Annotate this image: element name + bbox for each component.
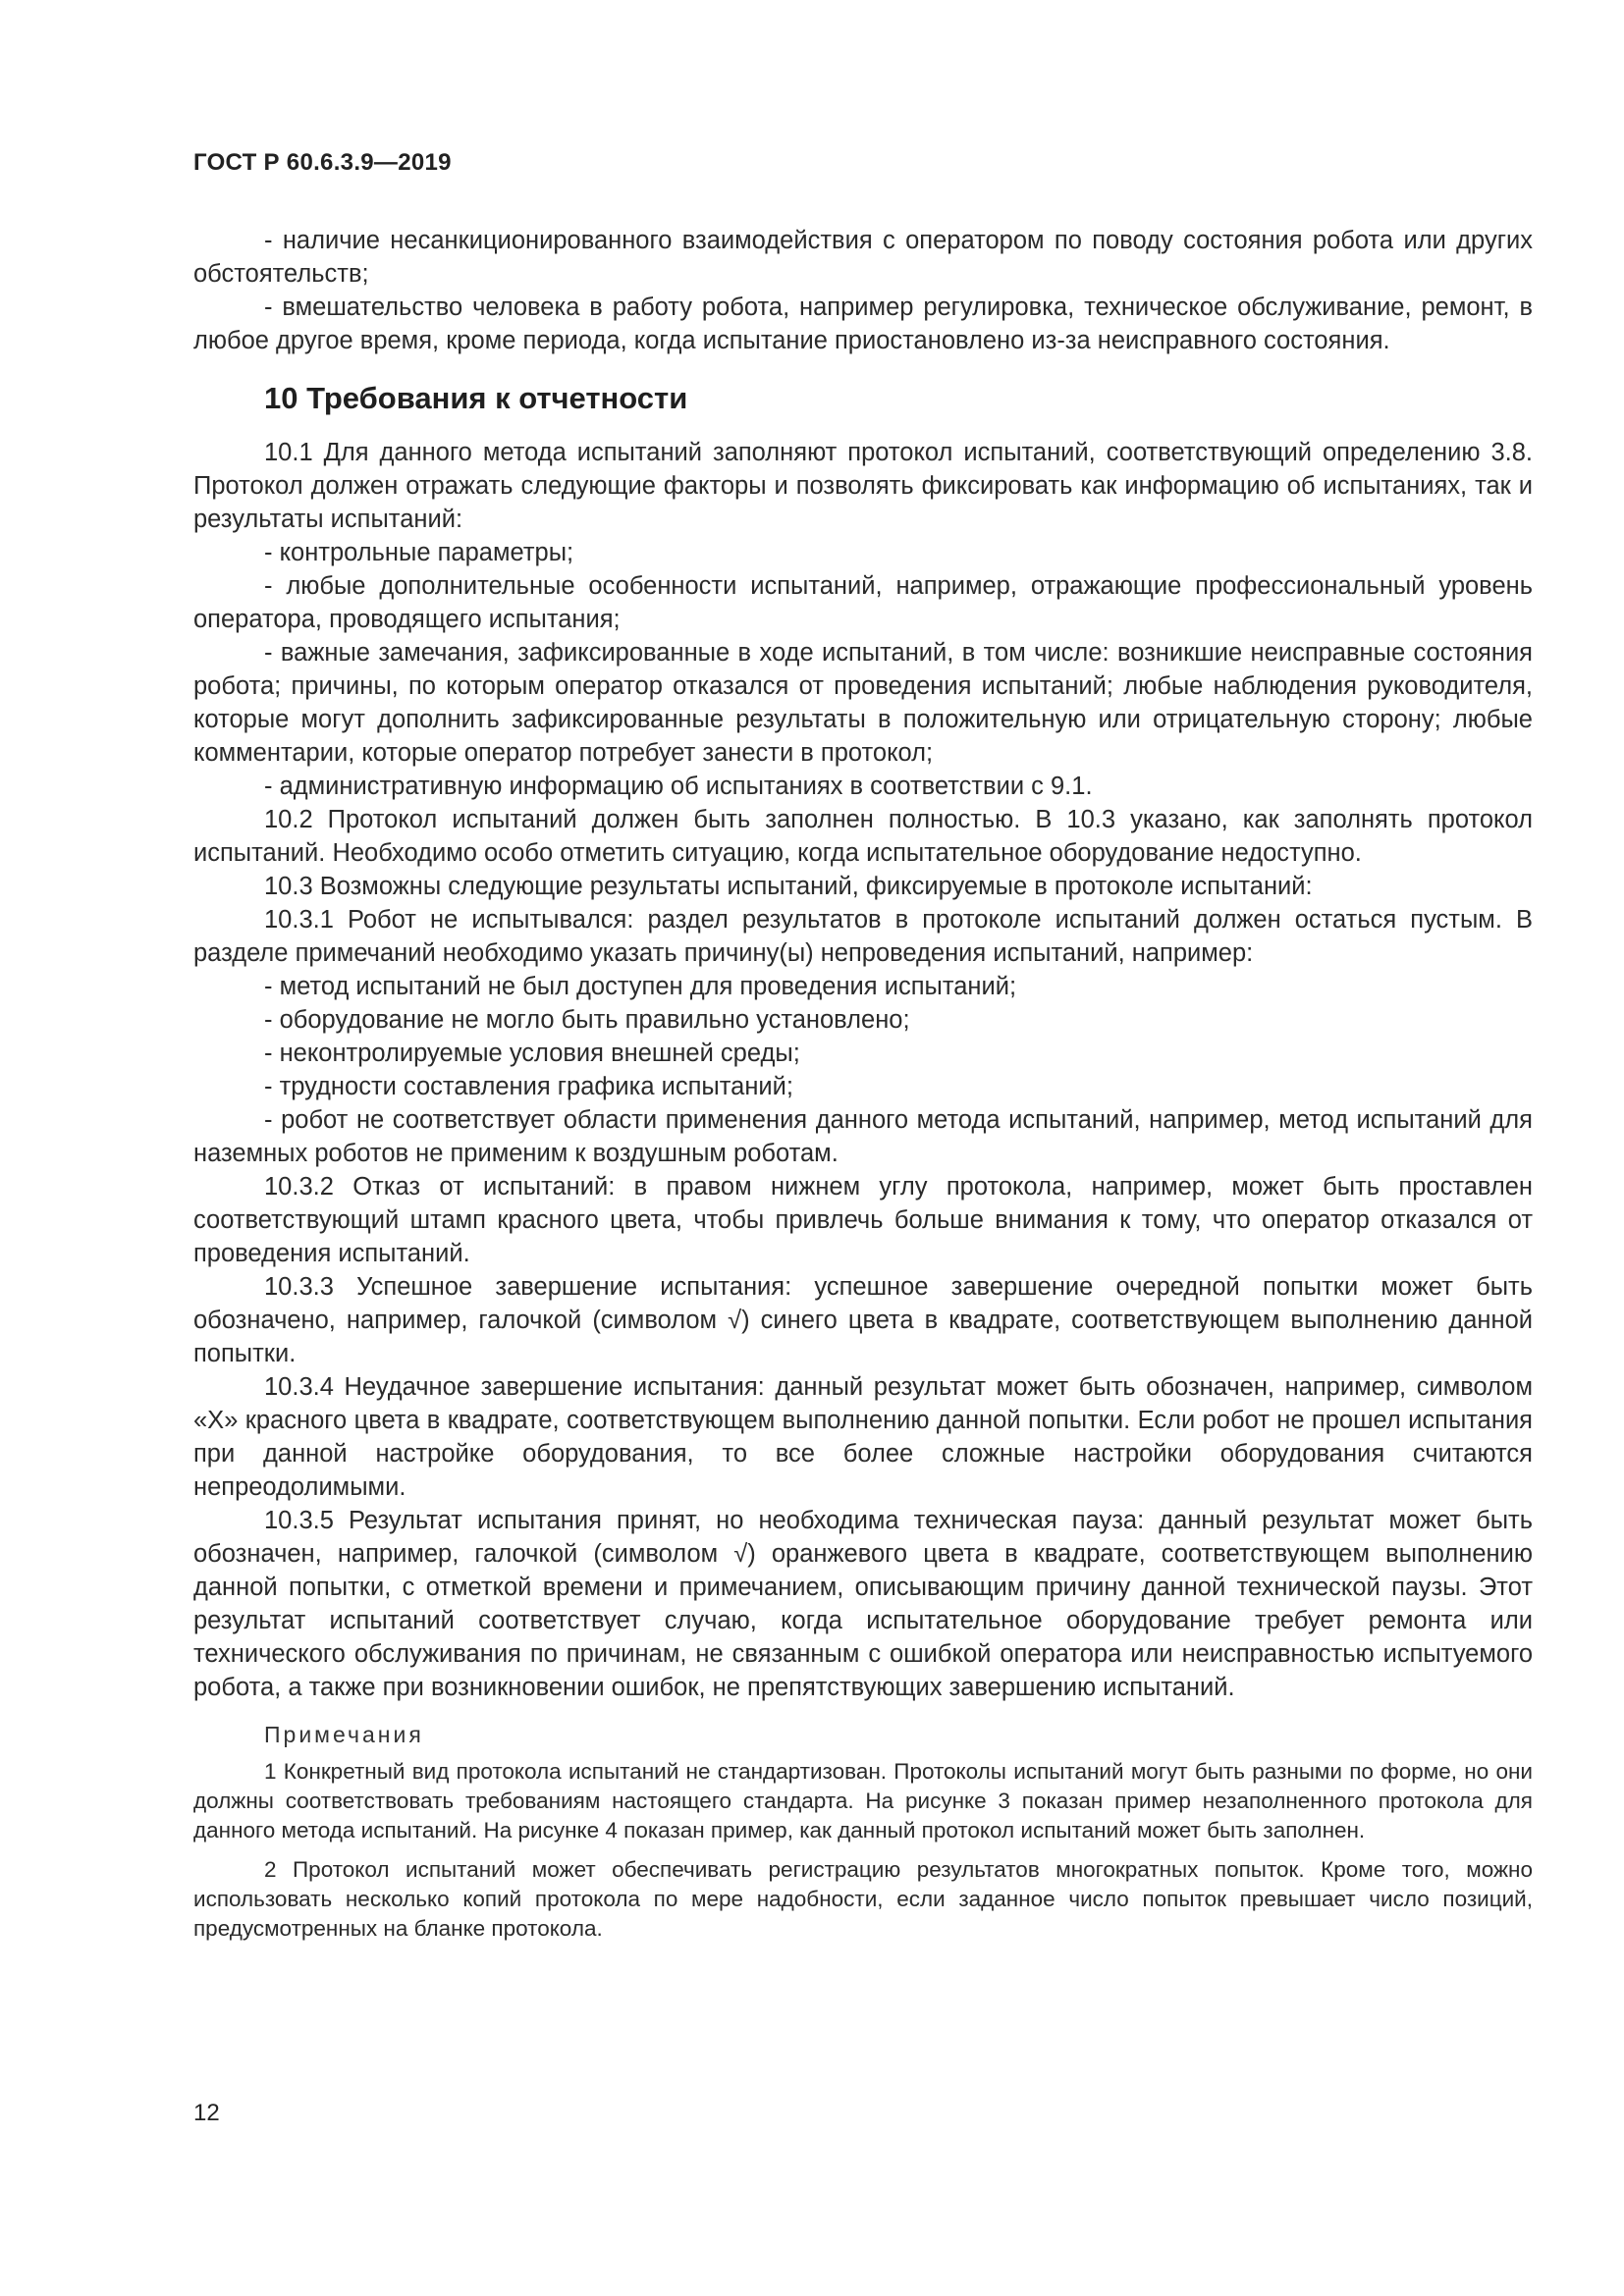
page-content xyxy=(193,224,1533,1953)
paragraph-10-3: 10.3 Возможны следующие результаты испытаний, фиксируемые в протоколе испытаний: xyxy=(264,873,1313,900)
list-item: - контрольные параметры; xyxy=(264,539,574,566)
note-item: 2 Протокол испытаний может обеспечивать регистрацию результатов многократных попыток. Кроме того, можно использовать несколько копий протокола по мере надобности, если заданное число попыток превышает число позиций, предусмотренных на бланке протокола. xyxy=(193,1857,1533,1941)
list-item: - вмешательство человека в работу робота, например регулировка, техническое обслуживание, ремонт, в любое другое время, кроме периода, когда испытание приостановлено из-за неисправного состояния. xyxy=(193,294,1533,354)
list-item: - метод испытаний не был доступен для проведения испытаний; xyxy=(264,973,1017,1000)
paragraph-10-1: 10.1 Для данного метода испытаний заполняют протокол испытаний, соответствующий определению 3.8. Протокол должен отражать следующие факторы и позволять фиксировать как информацию об испытаниях, так и результаты испытаний: xyxy=(193,439,1533,533)
list-item: - наличие несанкиционированного взаимодействия с оператором по поводу состояния робота или других обстоятельств; xyxy=(193,227,1533,288)
notes-title: Примечания xyxy=(264,1722,424,1747)
list-item: - робот не соответствует области применения данного метода испытаний, например, метод испытаний для наземных роботов не применим к воздушным роботам. xyxy=(193,1106,1533,1167)
list-item: - важные замечания, зафиксированные в ходе испытаний, в том числе: возникшие неисправные состояния робота; причины, по которым оператор отказался от проведения испытаний; любые наблюдения руководителя, которые могут дополнить зафиксированные результаты в положительную или отрицательную сторону; любые комментарии, которые оператор потребует занести в протокол; xyxy=(193,639,1533,767)
document-header: ГОСТ Р 60.6.3.9—2019 xyxy=(193,149,452,176)
list-item: - любые дополнительные особенности испытаний, например, отражающие профессиональный уровень оператора, проводящего испытания; xyxy=(193,572,1533,633)
list-item: - административную информацию об испытаниях в соответствии с 9.1. xyxy=(264,773,1093,800)
paragraph-10-3-3: 10.3.3 Успешное завершение испытания: успешное завершение очередной попытки может быть обозначено, например, галочкой (символом √) синего цвета в квадрате, соответствующем выполнению данной попытки. xyxy=(193,1273,1533,1367)
paragraph-10-3-1: 10.3.1 Робот не испытывался: раздел результатов в протоколе испытаний должен остаться пустым. В разделе примечаний необходимо указать причину(ы) непроведения испытаний, например: xyxy=(193,906,1533,967)
list-item: - неконтролируемые условия внешней среды; xyxy=(264,1040,800,1067)
paragraph-10-3-2: 10.3.2 Отказ от испытаний: в правом нижнем углу протокола, например, может быть проставлен соответствующий штамп красного цвета, чтобы привлечь больше внимания к тому, что оператор отказался от проведения испытаний. xyxy=(193,1173,1533,1267)
note-item: 1 Конкретный вид протокола испытаний не стандартизован. Протоколы испытаний могут быть разными по форме, но они должны соответствовать требованиям настоящего стандарта. На рисунке 3 показан пример незаполненного протокола для данного метода испытаний. На рисунке 4 показан пример, как данный протокол испытаний может быть заполнен. xyxy=(193,1759,1533,1842)
paragraph-10-2: 10.2 Протокол испытаний должен быть заполнен полностью. В 10.3 указано, как заполнять протокол испытаний. Необходимо особо отметить ситуацию, когда испытательное оборудование недоступно. xyxy=(193,806,1533,867)
list-item: - трудности составления графика испытаний; xyxy=(264,1073,793,1100)
paragraph-10-3-5: 10.3.5 Результат испытания принят, но необходима техническая пауза: данный результат может быть обозначен, например, галочкой (символом √) оранжевого цвета в квадрате, соответствующем выполнению данной попытки, с отметкой времени и примечанием, описывающим причину данной технической паузы. Этот результат испытаний соответствует случаю, когда испытательное оборудование требует ремонта или технического обслуживания по причинам, не связанным с ошибкой оператора или неисправностью испытуемого робота, а также при возникновении ошибок, не препятствующих завершению испытаний. xyxy=(193,1507,1533,1701)
section-heading: 10 Требования к отчетности xyxy=(264,381,688,415)
paragraph-10-3-4: 10.3.4 Неудачное завершение испытания: данный результат может быть обозначен, например, символом «X» красного цвета в квадрате, соответствующем выполнению данной попытки. Если робот не прошел испытания при данной настройке оборудования, то все более сложные настройки оборудования считаются непреодолимыми. xyxy=(193,1373,1533,1501)
page-number: 12 xyxy=(193,2100,220,2126)
list-item: - оборудование не могло быть правильно установлено; xyxy=(264,1006,910,1034)
